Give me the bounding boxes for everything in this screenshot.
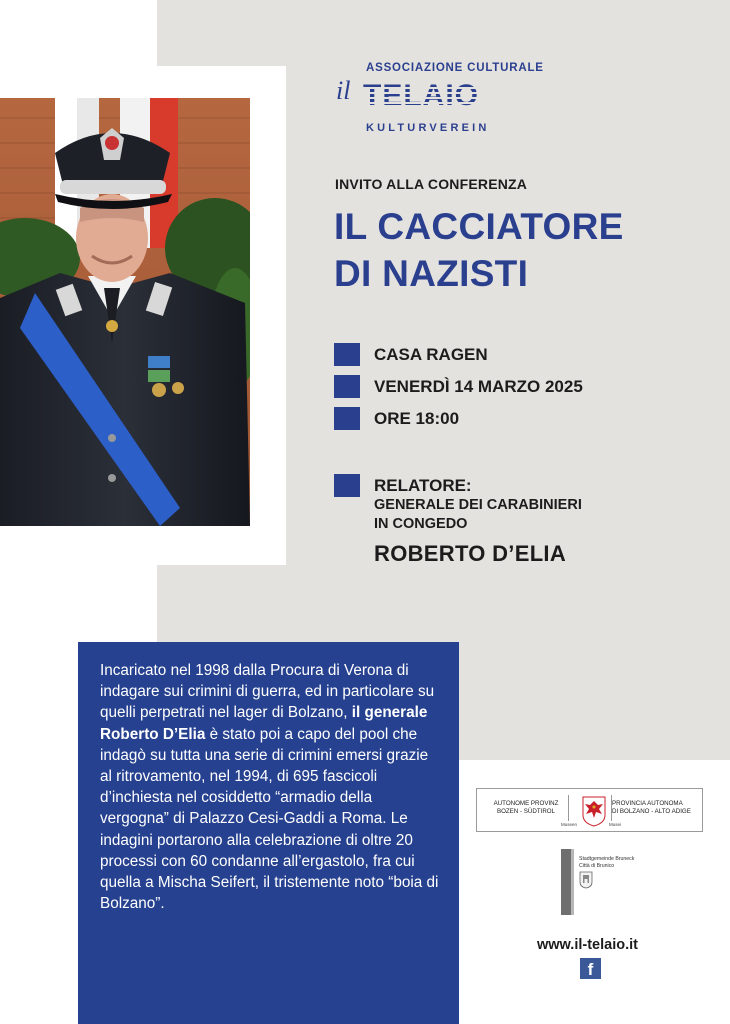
venue-text: CASA RAGEN bbox=[374, 344, 488, 364]
logo-top-line: ASSOCIAZIONE CULTURALE bbox=[366, 62, 544, 74]
facebook-icon[interactable]: f bbox=[580, 958, 601, 979]
province-de-line2: BOZEN - SÜDTIROL bbox=[496, 808, 556, 815]
bio-text-after: è stato poi a capo del pool che indagò su tutta una serie di crimini emersi grazie al ritrovamento, nel 1994, di 695 fascicoli d’inchiesta nel cosiddetto “armadio della vergogna” di Palazzo Cesi-Gaddi a Roma. Le indagini portarono alla celebrazione di oltre 20 processi con 60 condanne all’ergastolo, fra cui quella a Mischa Seifert, il tristemente noto “boia di Bolzano”. bbox=[100, 725, 439, 913]
time-row bbox=[334, 407, 459, 430]
time-text: ORE 18:00 bbox=[374, 408, 460, 428]
speaker-role-line2: IN CONGEDO bbox=[374, 516, 468, 532]
event-title-line1: IL CACCIATORE bbox=[334, 206, 624, 247]
website-link[interactable]: www.il-telaio.it bbox=[537, 937, 638, 953]
province-italian-name bbox=[612, 800, 700, 816]
logo-bar bbox=[561, 849, 571, 915]
logo-bottom-line: KULTURVEREIN bbox=[366, 122, 490, 134]
speaker-label-row bbox=[334, 474, 472, 497]
province-german-name bbox=[487, 800, 565, 816]
logo-name: TELAIO bbox=[363, 79, 479, 112]
event-title bbox=[334, 203, 624, 297]
divider bbox=[568, 795, 569, 821]
invitation-heading: INVITO ALLA CONFERENZA bbox=[335, 176, 528, 192]
province-it-line2: DI BOLZANO - ALTO ADIGE bbox=[612, 808, 691, 815]
bruneck-city-logo bbox=[561, 849, 651, 915]
logo-prefix: il bbox=[336, 76, 351, 105]
date-row bbox=[334, 375, 583, 398]
bio-panel bbox=[78, 642, 459, 1024]
city-name-de: Stadtgemeinde Bruneck bbox=[579, 856, 635, 862]
bio-text-before: Incaricato nel 1998 dalla Procura di Verona di indagare sui crimini di guerra, ed in particolare su quelli perpetrati nel lager di Bolzano, bbox=[100, 662, 435, 722]
musei-label: Musei bbox=[609, 822, 622, 827]
bio-highlight: il generale Roberto D’Elia bbox=[100, 704, 428, 743]
bullet-square bbox=[334, 375, 360, 398]
province-it-line1: PROVINCIA AUTONOMA bbox=[612, 800, 683, 807]
speaker-label: RELATORE: bbox=[374, 475, 472, 495]
speaker-photo bbox=[0, 98, 250, 526]
bullet-square bbox=[334, 407, 360, 430]
telaio-logo bbox=[336, 62, 544, 140]
province-de-line1: AUTONOME PROVINZ bbox=[493, 800, 559, 807]
bullet-square bbox=[334, 474, 360, 497]
venue-row bbox=[334, 343, 488, 366]
logo-bar bbox=[571, 849, 574, 915]
museen-label: Museen bbox=[561, 822, 578, 827]
city-crest-icon bbox=[579, 871, 593, 889]
event-title-line2: DI NAZISTI bbox=[334, 253, 529, 294]
date-text: VENERDÌ 14 MARZO 2025 bbox=[374, 376, 583, 396]
speaker-role-line1: GENERALE DEI CARABINIERI bbox=[374, 497, 582, 513]
province-sponsor-logo bbox=[476, 788, 703, 832]
tyrol-eagle-icon bbox=[581, 795, 607, 827]
speaker-name: ROBERTO D’ELIA bbox=[374, 541, 567, 566]
bullet-square bbox=[334, 343, 360, 366]
city-name-it: Città di Brunico bbox=[579, 863, 615, 869]
bio-text bbox=[100, 660, 439, 914]
